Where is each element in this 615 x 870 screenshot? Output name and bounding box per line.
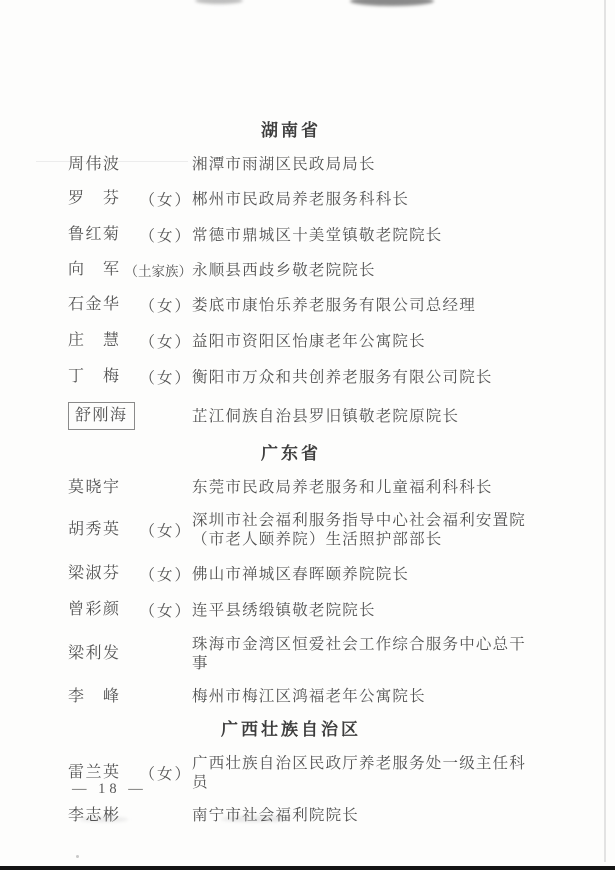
- person-name-boxed: 舒刚海: [68, 402, 135, 430]
- gender-ethnic-marker: （女）: [139, 228, 192, 245]
- person-title: 广西壮族自治区民政厅养老服务处一级主任科员: [192, 755, 527, 791]
- name-cell: [68, 330, 192, 352]
- person-title: 佛山市禅城区春晖颐养院院长: [192, 565, 410, 583]
- person-title: 永顺县西歧乡敬老院院长: [192, 261, 376, 279]
- person-name: 庄 慧: [68, 332, 121, 349]
- province-header: 广西壮族自治区: [221, 720, 361, 739]
- entry-row: [68, 635, 615, 673]
- name-cell: [68, 519, 192, 541]
- person-name: 丁 梅: [68, 368, 121, 385]
- person-title: 湘潭市雨湖区民政局局长: [192, 156, 376, 173]
- gender-ethnic-marker: （女）: [139, 567, 192, 584]
- person-title: 珠海市金湾区恒爱社会工作综合服务中心总干事: [192, 636, 527, 672]
- person-name: 梁淑芬: [68, 565, 121, 582]
- entry-row: [68, 402, 615, 430]
- person-name: 李 峰: [68, 687, 121, 705]
- person-title: 南宁市社会福利院院长: [192, 807, 360, 824]
- entry-row: [68, 224, 615, 246]
- entry-row: [68, 806, 615, 825]
- person-title: 东莞市民政局养老服务和儿童福利科科长: [192, 479, 493, 496]
- person-name: 莫晓宇: [68, 478, 121, 496]
- scan-dot-artifact: [76, 855, 79, 858]
- name-cell: [68, 188, 192, 210]
- entry-row: [68, 687, 615, 706]
- person-title: 芷江侗族自治县罗旧镇敬老院原院长: [192, 407, 460, 425]
- name-cell: [68, 599, 192, 621]
- name-cell: [68, 260, 192, 280]
- person-name: 石金华: [68, 296, 121, 313]
- gender-ethnic-marker: （女）: [139, 370, 192, 387]
- person-title: 常德市鼎城区十美堂镇敬老院院长: [192, 226, 443, 244]
- name-cell: [68, 156, 192, 174]
- person-title: 梅州市梅江区鸿福老年公寓院长: [192, 688, 426, 705]
- person-name: 曾彩颜: [68, 601, 121, 618]
- name-cell: [68, 688, 192, 706]
- person-title: 连平县绣缎镇敬老院院长: [192, 601, 376, 619]
- name-cell: [68, 366, 192, 388]
- province-section: [68, 720, 615, 825]
- person-name: 雷兰英: [68, 764, 121, 781]
- gender-ethnic-marker: （土家族）: [124, 264, 192, 279]
- gender-ethnic-marker: （女）: [139, 603, 192, 620]
- entry-row: [68, 478, 615, 497]
- person-name: 向 军: [68, 261, 121, 278]
- person-name: 罗 芬: [68, 190, 121, 207]
- entry-row: [68, 330, 615, 352]
- person-title: 娄底市康怡乐养老服务有限公司总经理: [192, 296, 476, 314]
- person-title: 深圳市社会福利服务指导中心社会福利安置院（市老人颐养院）生活照护部部长: [192, 512, 527, 548]
- gender-ethnic-marker: （女）: [139, 523, 192, 540]
- gender-ethnic-marker: （女）: [139, 192, 192, 209]
- province-header: 广东省: [261, 444, 321, 463]
- gender-ethnic-marker: （女）: [139, 766, 192, 783]
- name-cell: [68, 563, 192, 585]
- name-cell: [68, 224, 192, 246]
- person-name: 梁利发: [68, 645, 121, 662]
- entry-row: [68, 599, 615, 621]
- entry-row: [68, 155, 615, 174]
- person-title: 郴州市民政局养老服务科科长: [192, 190, 410, 208]
- gender-ethnic-marker: （女）: [139, 334, 192, 351]
- gender-ethnic-marker: （女）: [139, 298, 192, 315]
- entry-row: [68, 563, 615, 585]
- person-name: 周伟波: [68, 155, 121, 173]
- person-title: 益阳市资阳区怡康老年公寓院长: [192, 332, 426, 350]
- name-cell: [68, 294, 192, 316]
- name-cell: [68, 402, 192, 430]
- province-header: 湖南省: [261, 121, 321, 140]
- page-number: — 18 —: [72, 781, 147, 797]
- person-name: 胡秀英: [68, 521, 121, 538]
- province-section: [68, 444, 615, 706]
- entry-row: [68, 754, 615, 792]
- entry-row: [68, 366, 615, 388]
- person-name: 李志彬: [68, 806, 121, 824]
- entry-row: [68, 260, 615, 280]
- name-cell: [68, 807, 192, 825]
- person-title: 衡阳市万众和共创养老服务有限公司院长: [192, 368, 493, 386]
- name-cell: [68, 479, 192, 497]
- name-cell: [68, 645, 192, 663]
- entry-row: [68, 511, 615, 549]
- province-section: [68, 121, 615, 430]
- entry-row: [68, 188, 615, 210]
- entry-row: [68, 294, 615, 316]
- scan-bottom-edge: [0, 866, 615, 870]
- person-name: 鲁红菊: [68, 226, 121, 243]
